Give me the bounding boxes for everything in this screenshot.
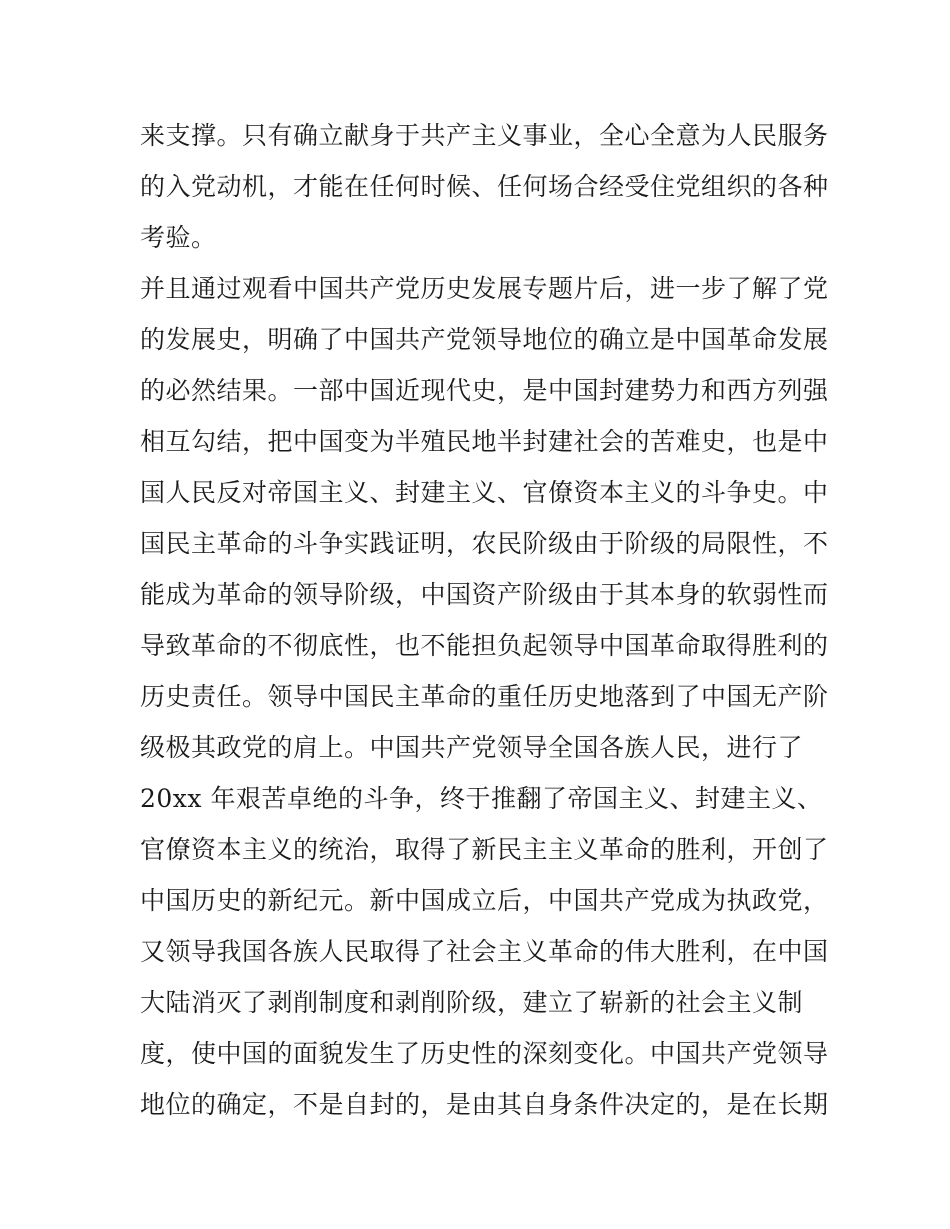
text-line: 大陆消灭了剥削制度和剥削阶级，建立了崭新的社会主义制	[140, 988, 804, 1017]
text-line: 国人民反对帝国主义、封建主义、官僚资本主义的斗争史。中	[140, 478, 829, 507]
text-line: 的发展史，明确了中国共产党领导地位的确立是中国革命发展	[140, 325, 829, 354]
text-line: 的必然结果。一部中国近现代史，是中国封建势力和西方列强	[140, 376, 829, 405]
text-line: 官僚资本主义的统治，取得了新民主主义革命的胜利，开创了	[140, 835, 829, 864]
text-line: 来支撑。只有确立献身于共产主义事业，全心全意为人民服务	[140, 121, 829, 150]
text-line: 考验。	[140, 223, 217, 252]
text-line: 又领导我国各族人民取得了社会主义革命的伟大胜利，在中国	[140, 937, 829, 966]
text-line: 地位的确定，不是自封的，是由其自身条件决定的，是在长期	[140, 1090, 829, 1119]
body-text	[140, 110, 829, 1130]
text-line: 并且通过观看中国共产党历史发展专题片后，进一步了解了党	[140, 274, 829, 303]
text-line: 度，使中国的面貌发生了历史性的深刻变化。中国共产党领导	[140, 1039, 829, 1068]
text-line: 能成为革命的领导阶级，中国资产阶级由于其本身的软弱性而	[140, 580, 829, 609]
text-line: 的入党动机，才能在任何时候、任何场合经受住党组织的各种	[140, 172, 829, 201]
text-line: 国民主革命的斗争实践证明，农民阶级由于阶级的局限性，不	[140, 529, 829, 558]
text-line: 导致革命的不彻底性，也不能担负起领导中国革命取得胜利的	[140, 631, 829, 660]
text-line: 20xx 年艰苦卓绝的斗争，终于推翻了帝国主义、封建主义、	[140, 784, 823, 813]
text-line: 相互勾结，把中国变为半殖民地半封建社会的苦难史，也是中	[140, 427, 829, 456]
text-line: 级极其政党的肩上。中国共产党领导全国各族人民，进行了	[140, 733, 804, 762]
text-line: 历史责任。领导中国民主革命的重任历史地落到了中国无产阶	[140, 682, 829, 711]
text-line: 中国历史的新纪元。新中国成立后，中国共产党成为执政党，	[140, 886, 829, 915]
